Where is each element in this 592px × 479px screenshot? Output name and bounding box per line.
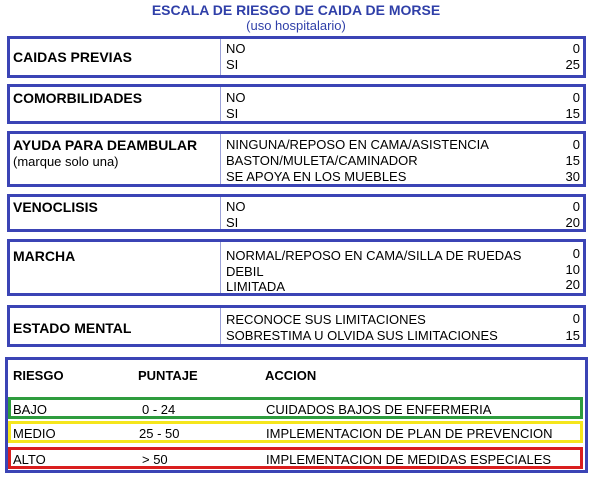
option-points: 15 bbox=[565, 153, 580, 168]
column-divider bbox=[220, 39, 221, 75]
option-points: 0 bbox=[572, 199, 580, 214]
option-text: NO bbox=[226, 90, 246, 105]
option-points: 0 bbox=[572, 311, 580, 326]
risk-level: BAJO bbox=[13, 402, 47, 417]
page-subtitle: (uso hospitalario) bbox=[246, 18, 346, 33]
column-divider bbox=[220, 308, 221, 344]
option-text: NO bbox=[226, 199, 246, 214]
option-text: SE APOYA EN LOS MUEBLES bbox=[226, 169, 407, 184]
option-points: 25 bbox=[565, 57, 580, 72]
risk-table bbox=[5, 357, 588, 473]
option-text: BASTON/MULETA/CAMINADOR bbox=[226, 153, 418, 168]
risk-score: 25 - 50 bbox=[139, 426, 180, 441]
option-points: 0 bbox=[572, 246, 580, 261]
option-points: 15 bbox=[565, 328, 580, 343]
page-title: ESCALA DE RIESGO DE CAIDA DE MORSE bbox=[151, 2, 441, 18]
header-accion: ACCION bbox=[265, 368, 317, 383]
option-text: SOBRESTIMA U OLVIDA SUS LIMITACIONES bbox=[226, 328, 498, 343]
risk-level: MEDIO bbox=[13, 426, 56, 441]
option-text: LIMITADA bbox=[226, 279, 285, 294]
risk-row-medio bbox=[8, 421, 583, 443]
option-points: 20 bbox=[565, 215, 580, 230]
column-divider bbox=[220, 197, 221, 229]
column-divider bbox=[220, 134, 221, 184]
section-label: CAIDAS PREVIAS bbox=[13, 49, 133, 65]
option-points: 20 bbox=[565, 277, 580, 292]
section-label: ESTADO MENTAL bbox=[13, 320, 132, 336]
section-ayuda-para-deambular bbox=[7, 131, 586, 187]
option-text: RECONOCE SUS LIMITACIONES bbox=[226, 312, 426, 327]
section-label: VENOCLISIS bbox=[13, 199, 98, 215]
section-label: COMORBILIDADES bbox=[13, 90, 143, 106]
option-text: NORMAL/REPOSO EN CAMA/SILLA DE RUEDAS bbox=[226, 248, 522, 263]
risk-row-alto bbox=[8, 447, 583, 469]
column-divider bbox=[220, 242, 221, 293]
option-text: DEBIL bbox=[226, 264, 264, 279]
option-points: 0 bbox=[572, 90, 580, 105]
risk-action: IMPLEMENTACION DE PLAN DE PREVENCION bbox=[266, 426, 553, 441]
risk-score: 0 - 24 bbox=[142, 402, 176, 417]
section-comorbilidades bbox=[7, 84, 586, 124]
option-points: 0 bbox=[572, 137, 580, 152]
option-text: NO bbox=[226, 41, 246, 56]
risk-action: CUIDADOS BAJOS DE ENFERMERIA bbox=[266, 402, 492, 417]
option-points: 15 bbox=[565, 106, 580, 121]
section-estado-mental bbox=[7, 305, 586, 347]
option-points: 0 bbox=[572, 41, 580, 56]
section-caidas-previas bbox=[7, 36, 586, 78]
column-divider bbox=[220, 87, 221, 121]
option-points: 30 bbox=[565, 169, 580, 184]
risk-row-bajo bbox=[8, 397, 583, 419]
header-puntaje: PUNTAJE bbox=[138, 368, 198, 383]
section-sublabel: (marque solo una) bbox=[13, 154, 119, 169]
option-text: SI bbox=[226, 106, 239, 121]
risk-action: IMPLEMENTACION DE MEDIDAS ESPECIALES bbox=[266, 452, 552, 467]
option-points: 10 bbox=[565, 262, 580, 277]
option-text: SI bbox=[226, 57, 239, 72]
section-label: AYUDA PARA DEAMBULAR bbox=[13, 137, 198, 153]
header-riesgo: RIESGO bbox=[13, 368, 64, 383]
option-text: NINGUNA/REPOSO EN CAMA/ASISTENCIA bbox=[226, 137, 489, 152]
risk-level: ALTO bbox=[13, 452, 46, 467]
section-venoclisis bbox=[7, 194, 586, 232]
section-marcha bbox=[7, 239, 586, 296]
section-label: MARCHA bbox=[13, 248, 76, 264]
option-text: SI bbox=[226, 215, 239, 230]
risk-score: > 50 bbox=[142, 452, 168, 467]
